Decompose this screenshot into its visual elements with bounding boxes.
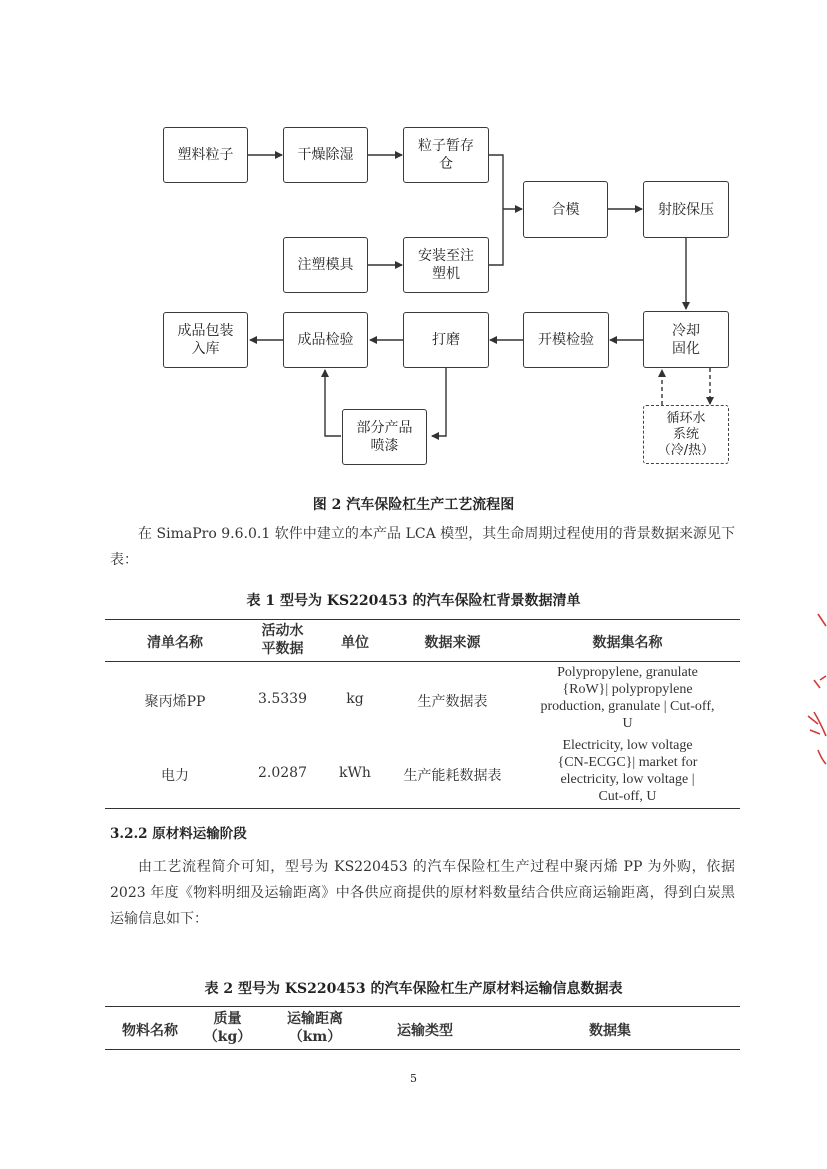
paragraph-transport: 由工艺流程简介可知，型号为 KS220453 的汽车保险杠生产过程中聚丙烯 PP 为外购，依据 2023 年度《物料明细及运输距离》中各供应商提供的原材料数量结合供应商运输距离，得到白炭黑运输信息如下： [110,859,735,927]
paragraph-background-data: 在 SimaPro 9.6.0.1 软件中建立的本产品 LCA 模型，其生命周期过程使用的背景数据来源见下表： [110,526,735,568]
table1-header-unit: 单位 [341,635,369,651]
table1-bottom-rule [105,808,740,809]
node-plastic-pellets: 塑料粒子 [163,127,248,183]
table1-cell-dataset: Polypropylene, granulate {RoW}| polypropylene production, granulate | Cut-off, U [540,665,715,731]
table2-header-mass: 质量 （kg） [203,1011,252,1045]
figure-caption: 图 2 汽车保险杠生产工艺流程图 [312,497,515,513]
node-drying: 干燥除湿 [283,127,368,183]
table1-header-source: 数据来源 [424,635,481,651]
node-product-inspection: 成品检验 [283,312,368,368]
table1-cell-unit: kWh [339,765,371,781]
node-injection-hold: 射胶保压 [643,181,729,238]
table2-header-distance: 运输距离 （km） [287,1011,343,1045]
node-cooling: 冷却 固化 [643,311,729,368]
node-mold-open-inspection: 开模检验 [523,312,609,368]
section-heading: 3.2.2 原材料运输阶段 [110,826,247,842]
node-install-machine: 安装至注 塑机 [403,237,489,293]
table2-title: 表 2 型号为 KS220453 的汽车保险杠生产原材料运输信息数据表 [204,981,623,997]
table1-cell-amount: 3.5339 [258,691,307,707]
table1-cell-name: 电力 [161,768,189,784]
table2-header-material: 物料名称 [122,1023,178,1039]
table1-header-rule [105,661,740,662]
table1-cell-amount: 2.0287 [258,765,307,781]
node-injection-mold: 注塑模具 [283,237,368,293]
table1-cell-name: 聚丙烯PP [144,694,206,710]
table1-cell-dataset: Electricity, low voltage {CN-ECGC}| market for electricity, low voltage | Cut-off, U [557,738,698,804]
table1-title: 表 1 型号为 KS220453 的汽车保险杠背景数据清单 [246,593,581,609]
table1-cell-source: 生产数据表 [417,694,488,710]
table1-cell-source: 生产能耗数据表 [403,768,502,784]
node-packaging-storage: 成品包装 入库 [163,312,248,368]
table2-header-dataset: 数据集 [589,1023,631,1039]
node-mold-clamping: 合模 [523,181,608,238]
table2-top-rule [105,1006,740,1007]
node-circulating-water: 循环水 系统 （冷/热） [643,405,729,464]
process-flowchart [0,0,827,480]
page-number: 5 [410,1072,417,1085]
table1-header-dataset: 数据集名称 [592,635,663,651]
table1-cell-unit: kg [346,691,364,707]
table1-top-rule [105,619,740,620]
seal-fragment [800,600,827,780]
table1-header-name: 清单名称 [147,635,203,651]
node-partial-painting: 部分产品 喷漆 [342,409,427,465]
table1-header-amount: 活动水 平数据 [261,623,304,657]
node-pellet-storage: 粒子暂存 仓 [403,127,489,183]
node-polishing: 打磨 [403,312,489,368]
table2-header-rule [105,1049,740,1050]
table2-header-transport-type: 运输类型 [397,1023,453,1039]
